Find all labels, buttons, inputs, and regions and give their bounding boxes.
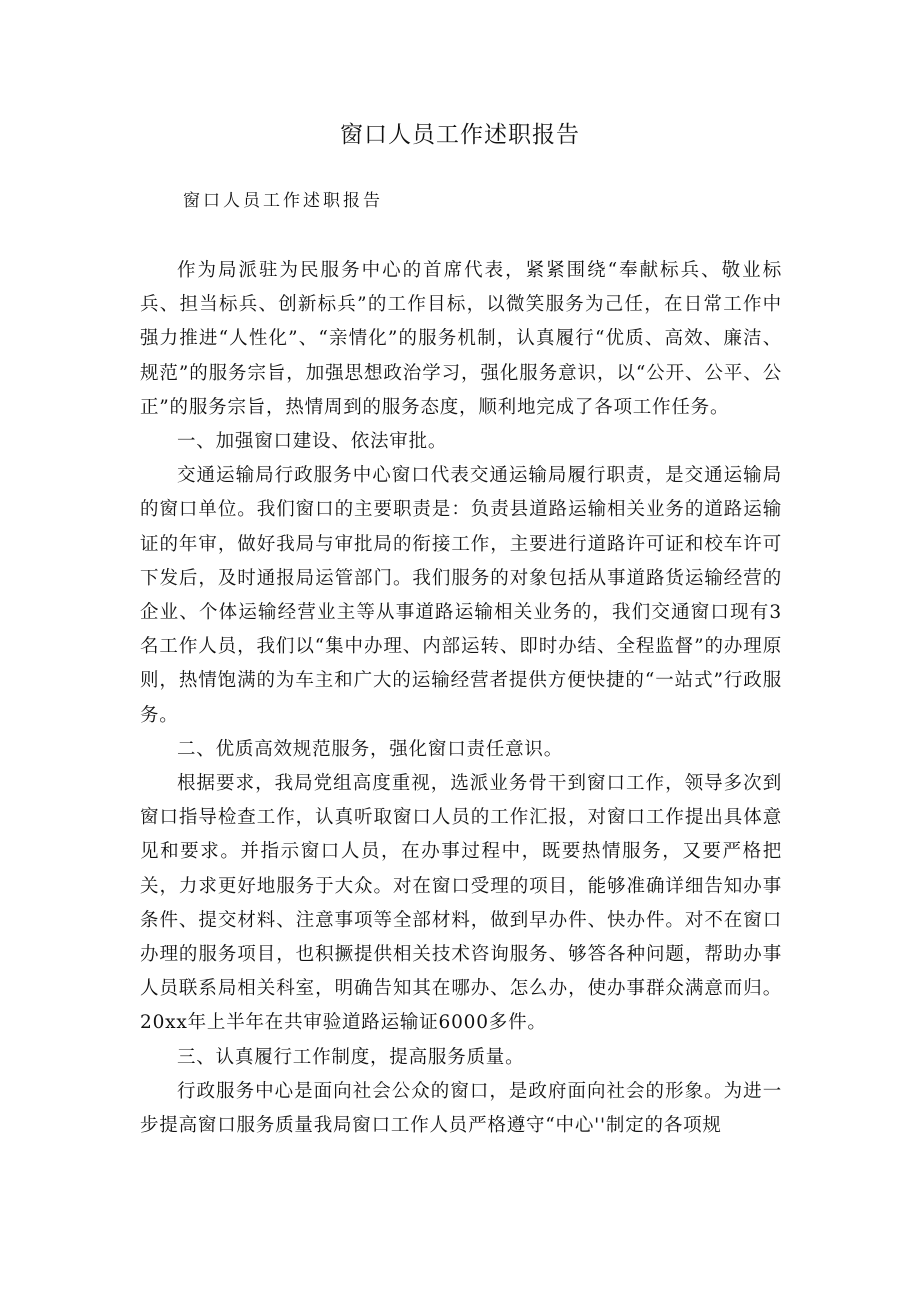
- document-body: [140, 254, 782, 1143]
- section-heading-1: 一、加强窗口建设、依法审批。: [177, 431, 448, 453]
- paragraph-intro: 作为局派驻为民服务中心的首席代表，紧紧围绕“奉献标兵、敬业标兵、担当标兵、创新标兵”的工作目标，以微笑服务为己任，在日常工作中强力推进“人性化”、“亲情化”的服务机制，认真履行“优质、高效、廉洁、规范”的服务宗旨，加强思想政治学习，强化服务意识，以“公开、公平、公正”的服务宗旨，热情周到的服务态度，顺利地完成了各项工作任务。: [140, 260, 782, 418]
- paragraph-section-1: 交通运输局行政服务中心窗口代表交通运输局履行职责，是交通运输局的窗口单位。我们窗口的主要职责是：负责县道路运输相关业务的道路运输证的年审，做好我局与审批局的衔接工作，主要进行道路许可证和校车许可下发后，及时通报局运管部门。我们服务的对象包括从事道路货运输经营的企业、个体运输经营业主等从事道路运输相关业务的，我们交通窗口现有3名工作人员，我们以“集中办理、内部运转、即时办结、全程监督”的办理原则，热情饱满的为车主和广大的运输经营者提供方便快捷的“一站式”行政服务。: [140, 465, 782, 726]
- section-heading-2: 二、优质高效规范服务，强化窗口责任意识。: [177, 738, 564, 760]
- document-subtitle: 窗口人员工作述职报告: [183, 191, 383, 211]
- paragraph-section-2: 根据要求，我局党组高度重视，选派业务骨干到窗口工作，领导多次到窗口指导检查工作，认真听取窗口人员的工作汇报，对窗口工作提出具体意见和要求。并指示窗口人员，在办事过程中，既要热情服务，又要严格把关，力求更好地服务于大众。对在窗口受理的项目，能够准确详细告知办事条件、提交材料、注意事项等全部材料，做到早办件、快办件。对不在窗口办理的服务项目，也积撅提供相关技术咨询服务、够答各种问题，帮助办事人员联系局相关科室，明确告知其在哪办、怎么办，使办事群众满意而归。20xx年上半年在共审验道路运输证6000多件。: [140, 773, 782, 1034]
- section-heading-3: 三、认真履行工作制度，提高服务质量。: [177, 1046, 525, 1068]
- paragraph-section-3: 行政服务中心是面向社会公众的窗口，是政府面向社会的形象。为进一步提高窗口服务质量我局窗口工作人员严格遵守“中心''制定的各项规: [140, 1080, 782, 1137]
- document-title: 窗口人员工作述职报告: [340, 122, 580, 148]
